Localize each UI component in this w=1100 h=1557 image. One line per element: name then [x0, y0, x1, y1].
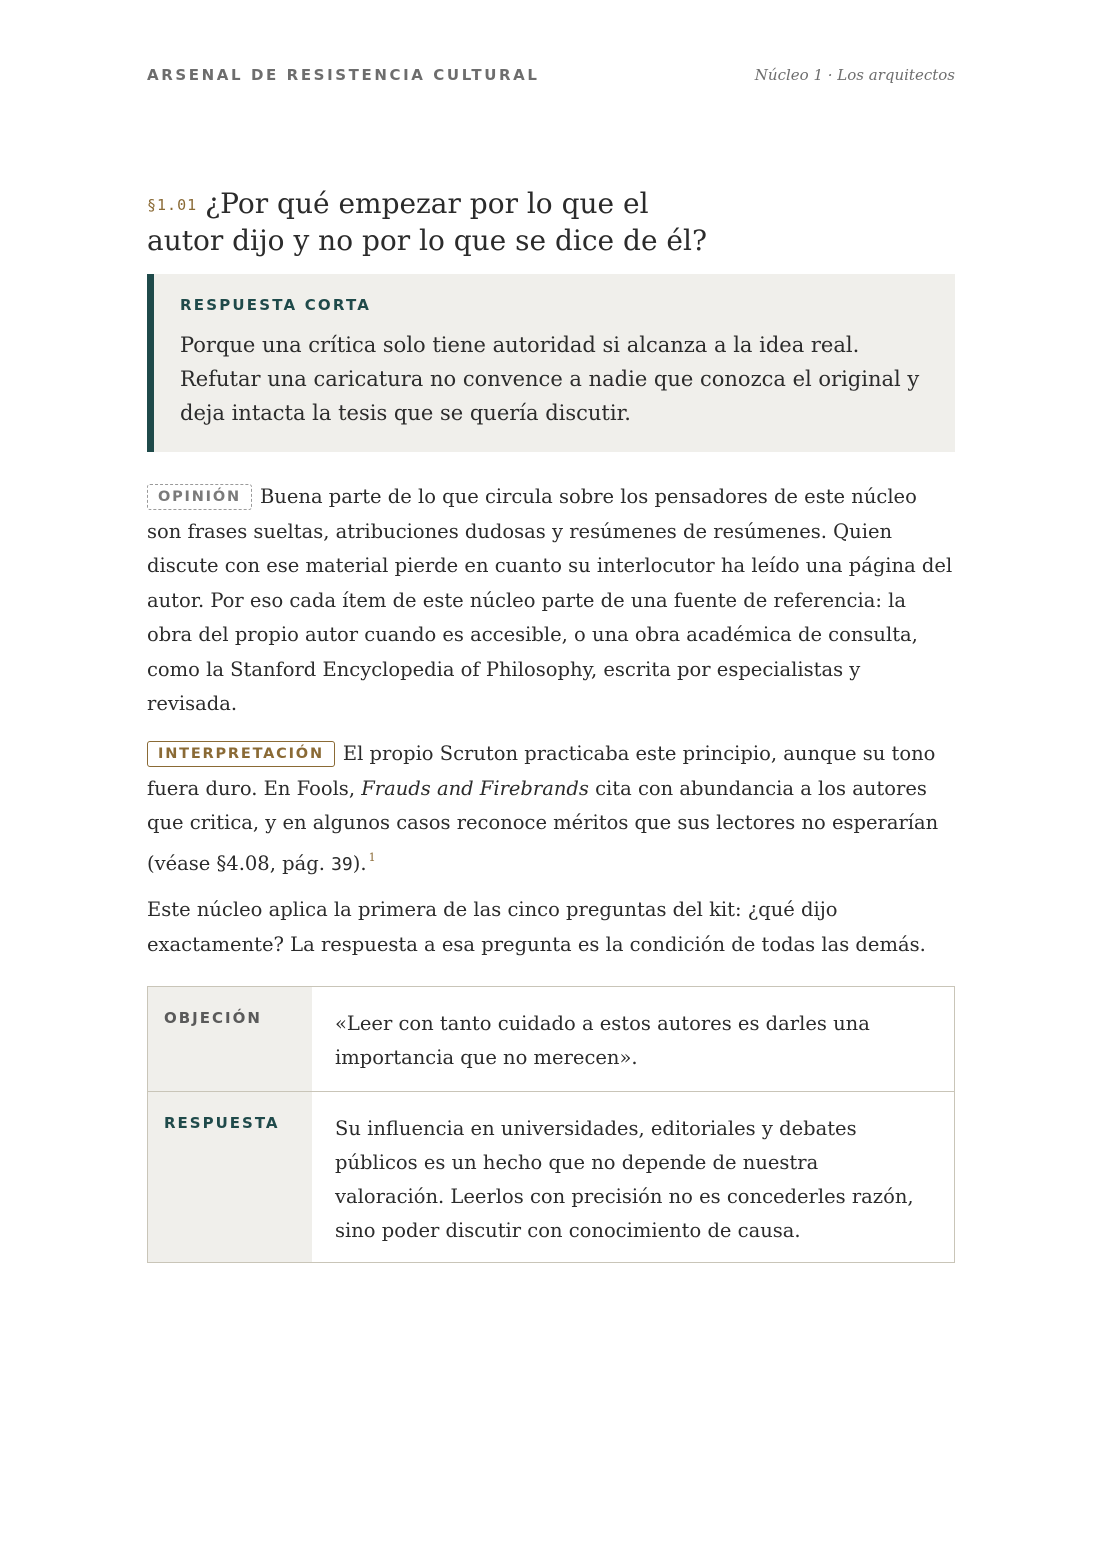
response-row	[148, 1091, 954, 1262]
page-number: 39	[331, 853, 353, 875]
short-answer-box	[147, 274, 955, 452]
short-answer-text: Porque una crítica solo tiene autoridad si alcanza a la idea real. Refutar una caricatura no convence a nadie que conozca el original y deja intacta la tesis que se quería discutir.	[180, 333, 920, 425]
book-title-part2: Frauds and Firebrands	[361, 776, 589, 800]
short-answer-label: RESPUESTA CORTA	[180, 296, 372, 314]
response-label: RESPUESTA	[148, 1092, 312, 1262]
opinion-paragraph	[147, 480, 955, 722]
interpretation-text-before: El propio Scruton practicaba este principio, aunque su tono fuera duro. En	[147, 742, 936, 800]
objection-row	[148, 987, 954, 1091]
closing-text: Este núcleo aplica la primera de las cinco preguntas del kit: ¿qué dijo exactamente? La respuesta a esa pregunta es la condición de todas las demás.	[147, 898, 926, 956]
series-title: ARSENAL DE RESISTENCIA CULTURAL	[147, 66, 540, 84]
response-text: Su influencia en universidades, editoriales y debates públicos es un hecho que no depende de nuestra valoración. Leerlos con precisión no es concederles razón, sino poder discutir con conocimiento de causa.	[335, 1117, 914, 1242]
objection-table	[147, 986, 955, 1263]
running-header	[147, 66, 955, 84]
objection-label: OBJECIÓN	[148, 987, 312, 1091]
question-text: ¿Por qué empezar por lo que el autor dijo y no por lo que se dice de él?	[147, 187, 707, 257]
opinion-text: Buena parte de lo que circula sobre los pensadores de este núcleo son frases sueltas, atribuciones dudosas y resúmenes de resúmenes. Quien discute con ese material pierde en cuanto su interlocutor ha leído una página del autor. Por eso cada ítem de este núcleo parte de una fuente de referencia: la obra del propio autor cuando es accesible, o una obra académica de consulta, como la Stanford Encyclopedia of Philosophy, escrita por especialistas y revisada.	[147, 485, 953, 715]
closing-paragraph	[147, 893, 955, 962]
footnote-marker[interactable]: 1	[368, 850, 376, 864]
interpretation-paragraph	[147, 737, 955, 882]
interpretation-text-after: cita con abundancia a los autores que critica, y en algunos casos reconoce méritos que sus lectores no esperarían (véase §4.08, pág.	[147, 776, 939, 875]
interpretation-tag: INTERPRETACIÓN	[147, 741, 335, 767]
question-number: §1.01	[147, 196, 198, 214]
question-heading	[147, 186, 707, 259]
book-title-part1: Fools	[296, 776, 349, 800]
opinion-tag: OPINIÓN	[147, 484, 252, 510]
title-comma: ,	[348, 776, 362, 800]
closing-punctuation: ).	[352, 851, 367, 875]
section-reference: Núcleo 1 · Los arquitectos	[754, 66, 955, 84]
objection-text: «Leer con tanto cuidado a estos autores es darles una importancia que no merecen».	[335, 1012, 870, 1069]
